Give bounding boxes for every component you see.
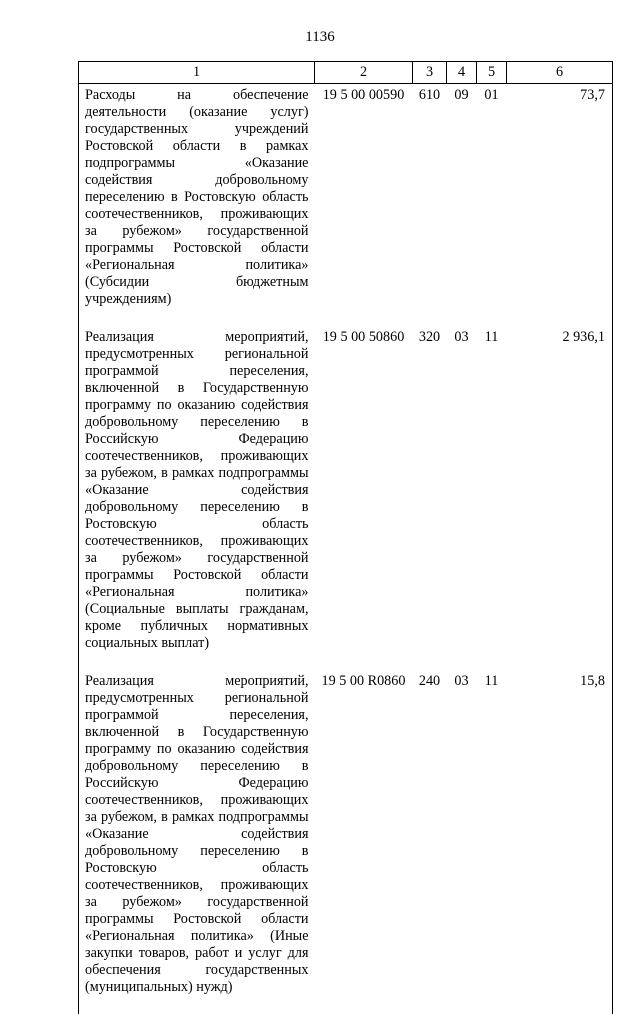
- row-expense-type: 320: [418, 329, 441, 345]
- column-header-4: 4: [447, 62, 477, 84]
- row-description: Расходы на обеспечение деятельности (оказание услуг) государственных учреждений Ростовской области в рамках подпрограммы «Оказание содействия добровольному переселению в Ростовскую область соотечественников, проживающих за рубежом» государственной программы Ростовской области «Региональная политика» (Субсидии бюджетным учреждениям): [79, 84, 315, 327]
- column-header-5: 5: [477, 62, 507, 84]
- row-expense-type: 610: [418, 87, 441, 103]
- row-subsection: 11: [484, 329, 499, 345]
- column-header-2: 2: [315, 62, 413, 84]
- row-target-code: 19 5 00 R0860: [321, 673, 406, 689]
- row-section: 03: [454, 673, 469, 689]
- row-amount: 15,8: [507, 670, 613, 1014]
- table-row: [79, 84, 613, 327]
- column-header-6: 6: [507, 62, 613, 84]
- row-section: 09: [454, 87, 469, 103]
- column-header-3: 3: [413, 62, 447, 84]
- row-description: Реализация мероприятий, предусмотренных региональной программой переселения, включенной в Государственную программу по оказанию содействия добровольному переселению в Российскую Федерацию соотечественников, проживающих за рубежом, в рамках подпрограммы «Оказание содействия добровольному переселению в Ростовскую область соотечественников, проживающих за рубежом» государственной программы Ростовской области «Региональная политика» (Иные закупки товаров, работ и услуг для обеспечения государственных (муниципальных) нужд): [79, 670, 315, 1014]
- table-row: [79, 670, 613, 1014]
- row-description: Реализация мероприятий, предусмотренных региональной программой переселения, включенной в Государственную программу по оказанию содействия добровольному переселению в Российскую Федерацию соотечественников, проживающих за рубежом, в рамках подпрограммы «Оказание содействия добровольному переселению в Ростовскую область соотечественников, проживающих за рубежом» государственной программы Ростовской области «Региональная политика» (Социальные выплаты гражданам, кроме публичных нормативных социальных выплат): [79, 326, 315, 670]
- row-expense-type: 240: [418, 673, 441, 689]
- page-number: 1136: [305, 29, 335, 45]
- row-subsection: 01: [484, 87, 499, 103]
- budget-table: [78, 61, 613, 1014]
- row-subsection: 11: [484, 673, 499, 689]
- row-target-code: 19 5 00 00590: [322, 87, 405, 103]
- table-row: [79, 326, 613, 670]
- row-amount: 2 936,1: [507, 326, 613, 670]
- row-amount: 73,7: [507, 84, 613, 327]
- table-header-row: [79, 62, 613, 84]
- row-section: 03: [454, 329, 469, 345]
- column-header-1: 1: [79, 62, 315, 84]
- row-target-code: 19 5 00 50860: [322, 329, 405, 345]
